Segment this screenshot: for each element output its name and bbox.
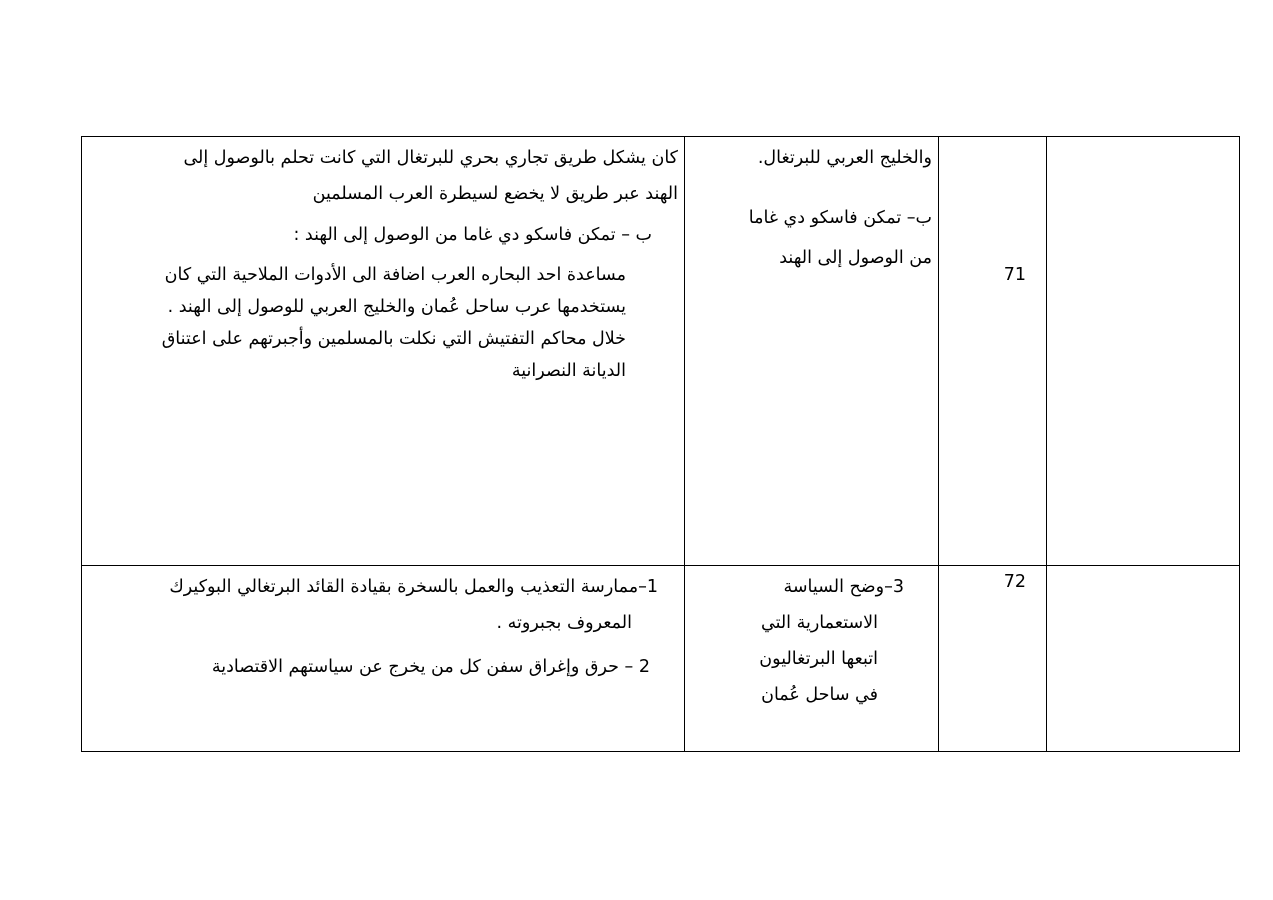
question-number: 71 xyxy=(1003,265,1026,285)
answer-cell xyxy=(82,137,685,566)
answer-line: المعروف بجبروته . xyxy=(496,613,632,633)
number-cell xyxy=(939,137,1047,566)
question-line: من الوصول إلى الهند xyxy=(779,248,932,268)
question-line: الاستعمارية التي xyxy=(760,613,878,633)
table-row xyxy=(82,566,1240,752)
question-number: 72 xyxy=(1003,572,1026,592)
question-cell xyxy=(685,566,939,752)
question-line: اتبعها البرتغاليون xyxy=(759,649,878,669)
answer-line: الديانة النصرانية xyxy=(511,361,626,381)
table-row xyxy=(82,137,1240,566)
answer-line: الهند عبر طريق لا يخضع لسيطرة العرب المسلمين xyxy=(312,184,678,204)
question-line: 3–وضح السياسة xyxy=(783,577,904,597)
answer-line: يستخدمها عرب ساحل عُمان والخليج العربي للوصول إلى الهند . xyxy=(167,297,626,317)
answers-table xyxy=(81,136,1240,752)
answer-line: مساعدة احد البحاره العرب اضافة الى الأدوات الملاحية التي كان xyxy=(164,265,626,285)
answer-line: خلال محاكم التفتيش التي نكلت بالمسلمين وأجبرتهم على اعتناق xyxy=(161,329,626,349)
answer-line: 1–ممارسة التعذيب والعمل بالسخرة بقيادة القائد البرتغالي البوكيرك xyxy=(169,577,658,597)
extra-cell xyxy=(1047,137,1240,566)
number-cell xyxy=(939,566,1047,752)
answer-cell xyxy=(82,566,685,752)
answer-line: كان يشكل طريق تجاري بحري للبرتغال التي كانت تحلم بالوصول إلى xyxy=(183,148,678,168)
question-line: في ساحل عُمان xyxy=(761,685,878,705)
answer-line: 2 – حرق وإغراق سفن كل من يخرج عن سياستهم الاقتصادية xyxy=(211,657,650,677)
question-line: ب– تمكن فاسكو دي غاما xyxy=(748,208,932,228)
answer-line: ب – تمكن فاسكو دي غاما من الوصول إلى الهند : xyxy=(293,225,652,245)
question-line: والخليج العربي للبرتغال. xyxy=(757,148,932,168)
question-cell xyxy=(685,137,939,566)
extra-cell xyxy=(1047,566,1240,752)
